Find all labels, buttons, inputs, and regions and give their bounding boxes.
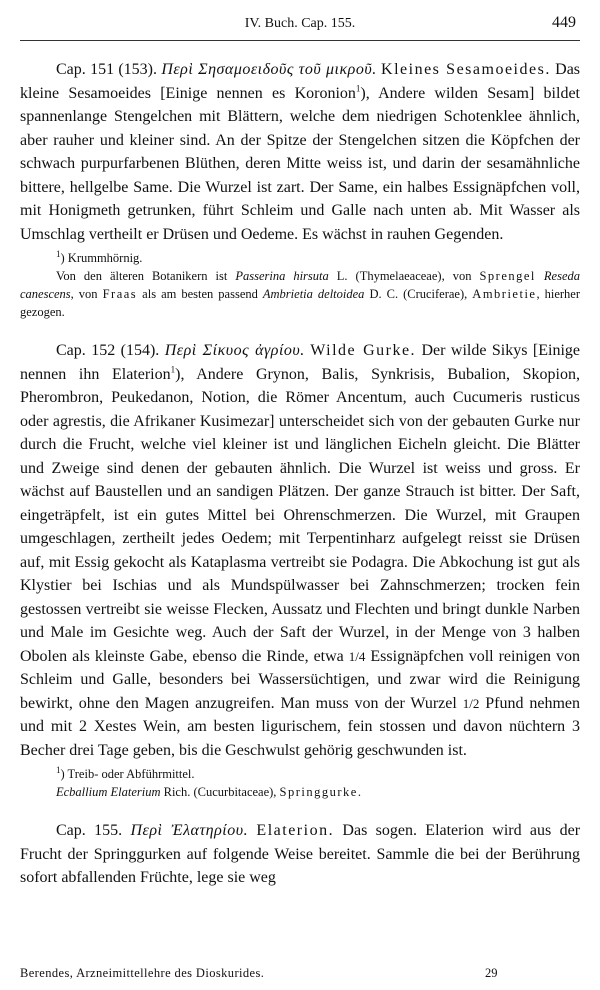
chapter-151-text-2: ), Andere wilden Sesam] bildet spannenlange Stengelchen mit Blättern, welche dem niedrigen Schotenklee ähnlich, aber rauher und kleiner sind. An der Spitze der Stengelchen sitzen die Köpfchen der schwach purpurfarbenen Blüthen, deren Mitte weiss ist, und darin der sesamähnliche bittere, hellgelbe Same. Die Wurzel ist zart. Der Same, ein halbes Essignäpfchen voll, mit Honigmeth getrunken, führt Schleim und Galle nach unten ab. Mit Wasser als Umschlag vertheilt er Drüsen und Oedeme. Es wächst in rauhen Gegenden. [20, 84, 580, 243]
chapter-155-text-1: Das sogen. Elaterion wird aus der Frucht der Springgurken auf folgende Weise bereitet. Sammle die bei der Berührung sofort abfallenden Früchte, lege sie weg [20, 822, 581, 886]
common-name: Springgurke [279, 785, 358, 799]
chapter-155 [20, 819, 580, 890]
species-name: Reseda canescens [20, 269, 580, 301]
chapter-155-title: Elaterion. [256, 822, 335, 839]
footnote-marker: 1 [56, 248, 61, 259]
chapter-152-title: Wilde Gurke. [310, 342, 417, 359]
species-name: Ecballium Elaterium [56, 785, 161, 799]
page-header [20, 14, 580, 36]
fraction-quarter: 1/4 [348, 648, 366, 664]
footnote-marker: 1 [56, 764, 61, 775]
running-title: IV. Buch. Cap. 155. [244, 16, 356, 31]
footnote-152-1: $^1$) Treib- oder Abführmittel. [56, 764, 195, 781]
footnote-ref: 1 [355, 83, 361, 94]
fraction-half: 1/2 [462, 695, 480, 711]
chapter-151-title: Kleines Sesamoeides. [381, 61, 551, 78]
chapter-151 [20, 58, 580, 246]
chapter-152-text-4: Pfund nehmen und mit 2 Xestes Wein, am besten ligurischem, fein stossen und davon nüchtern 3 Becher drei Tage geben, bis die Geschwulst gehörig geschwunden ist. [20, 694, 580, 759]
chapter-151-heading: Cap. 151 (153). [56, 61, 158, 78]
footnote-151-2: Von den älteren Botanikern ist Passerina hirsuta L. (Thymelaeaceae), von Sprengel Reseda canescens, von Fraas als am besten passend Ambrietia deltoidea D. C. (Cruciferae), Ambrietie, hierher gezogen. [20, 269, 581, 319]
footnote-ref: 1 [170, 364, 176, 375]
chapter-152 [20, 339, 580, 762]
chapter-152-text-2: ), Andere Grynon, Balis, Synkrisis, Bubalion, Skopion, Pherombron, Peukedanon, Notion, die Römer Ancentum, auch Cucumeris rusticus oder agrestis, die Afrikaner Kusimezar] unterscheidet sich von der gebauten Gurke nur durch die Frucht, welche viel kleiner ist und länglichen Eicheln gleicht. Die Blätter und Zweige sind denen der gebauten ähnlich. Die Wurzel ist weiss und gross. Er wächst auf Baustellen und an sandigen Plätzen. Der ganze Strauch ist bitter. Der Saft, eingeträpfelt, ist ein gutes Mittel bei Ohrenschmerzen. Die Wurzel, mit Graupen umgeschlagen, zertheilt jedes Oedem; mit Terpentinharz aufgelegt reisst sie Drüsen auf, mit Essig gekocht als Kataplasma vertreibt sie Podagra. Die Abkochung ist gut als Klystier bei Ischias und als Mundspülwasser bei Zahnschmerzen; trocken fein gestossen vertreibt sie weisse Flecken, Aussatz und Flechten und bringt dunkle Narben und Male im Gesichte weg. Auch der Saft der Wurzel, in der Menge von 3 halben Obolen als kleinste Gabe, ebenso die Rinde, etwa [20, 365, 580, 665]
species-name: Passerina hirsuta [235, 269, 329, 283]
chapter-151-greek-title: Περὶ Σησαμοειδοῦς τοῦ μικροῦ. [161, 61, 377, 78]
chapter-152-text-3: Essignäpfchen voll reinigen von Schleim und Galle, besonders bei Wassersüchtigen, und zwar wird die Reinigung bewirkt, ohne den Magen anzugreifen. Man muss von der Wurzel [20, 647, 581, 712]
page-number: 449 [552, 14, 576, 31]
footer-book-title: Berendes, Arzneimittellehre des Dioskurides. [20, 966, 265, 980]
page-content [20, 58, 580, 890]
footnote-152-2: Ecballium Elaterium Rich. (Cucurbitaceae), Springgurke. [56, 785, 361, 799]
author-name: Fraas [102, 287, 138, 301]
chapter-155-greek-title: Περὶ Ἐλατηρίου. [130, 822, 249, 839]
footnote-151-1: $^1$) Krummhörnig. [56, 248, 143, 265]
author-name: Sprengel [479, 269, 536, 283]
chapter-151-text-1: Das kleine Sesamoeides [Einige nennen es Koronion [20, 61, 581, 102]
header-rule [20, 40, 580, 41]
common-name: Ambrietie [472, 287, 537, 301]
chapter-152-heading: Cap. 152 (154). [56, 342, 160, 359]
chapter-152-greek-title: Περὶ Σίκυος ἀγρίου. [164, 342, 305, 359]
species-name: Ambrietia deltoidea [262, 287, 365, 301]
signature-mark: 29 [485, 966, 498, 980]
chapter-152-text-1: Der wilde Sikys [Einige nennen ihn Elaterion [20, 342, 581, 383]
chapter-155-heading: Cap. 155. [56, 822, 123, 839]
